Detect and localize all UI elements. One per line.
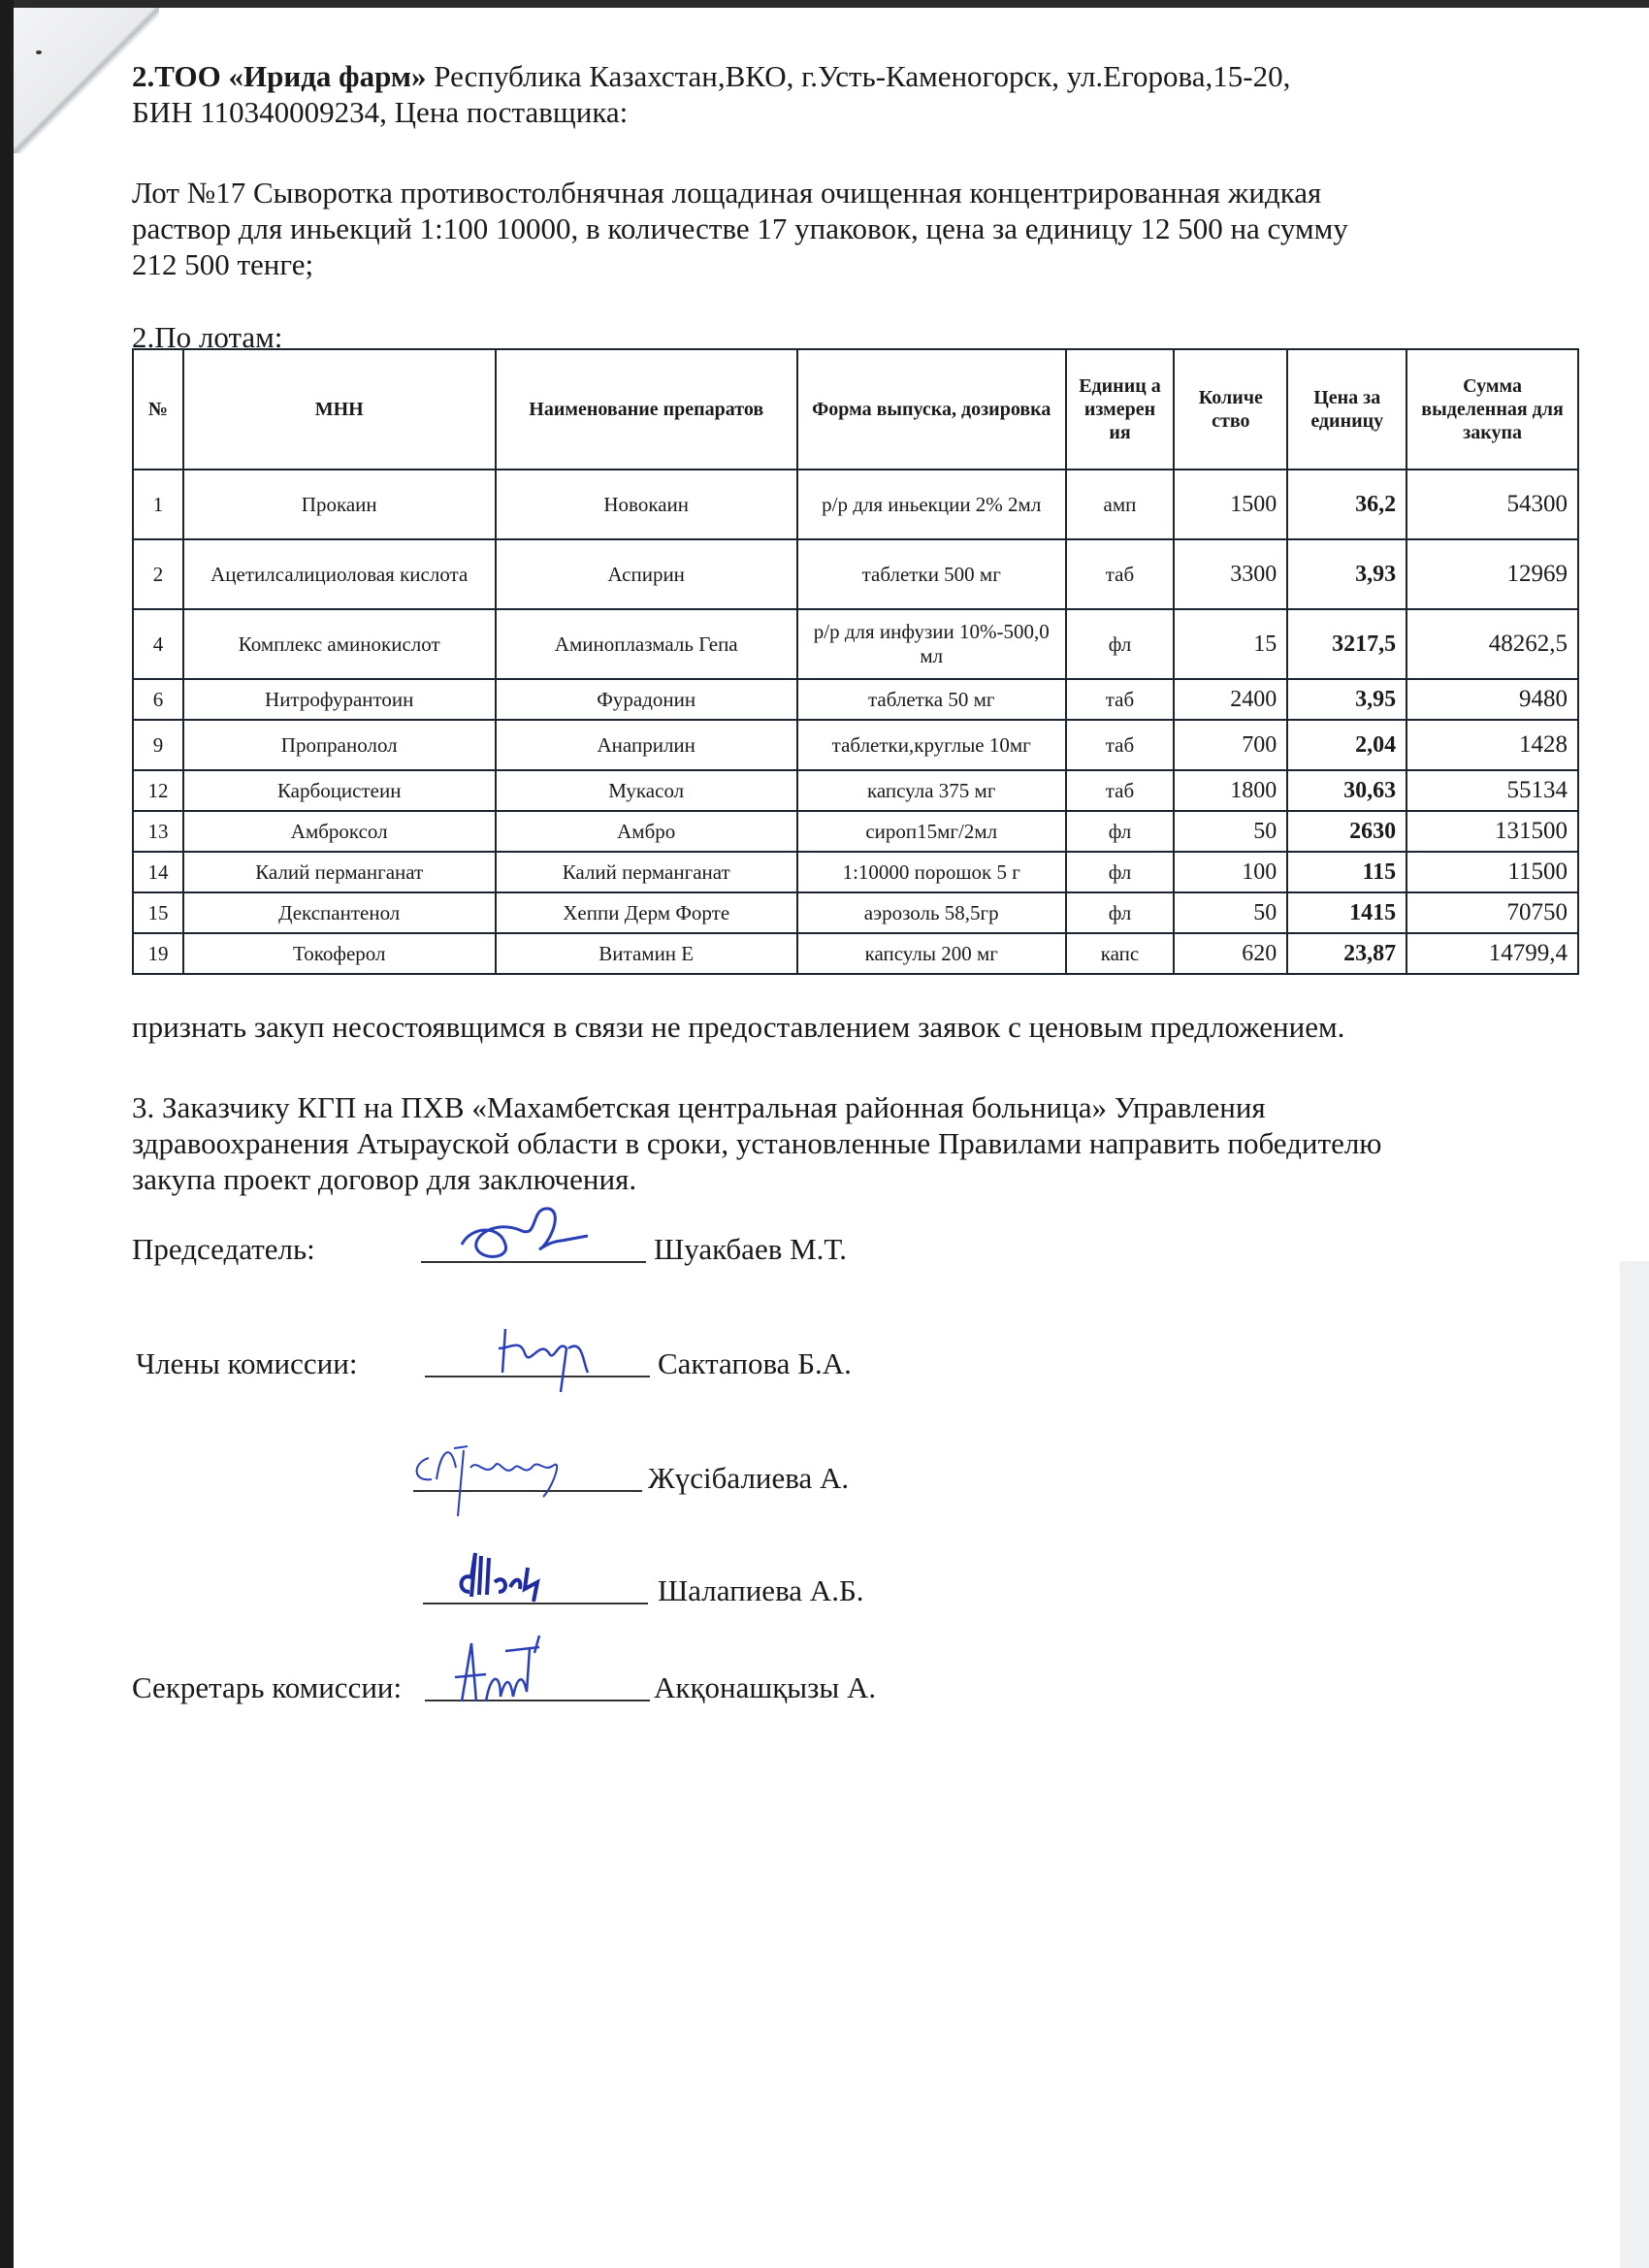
scan-border xyxy=(0,0,14,2268)
lot-line: Лот №17 Сыворотка противостолбнячная лощадиная очищенная концентрированная жидкая xyxy=(132,176,1322,210)
decision-text: признать закуп несостоявщимся в связи не предоставлением заявок с ценовым предложением. xyxy=(132,1010,1345,1044)
cell-mnn: Ацетилсалициоловая кислота xyxy=(183,539,496,609)
cell-form: р/р для иньекции 2% 2мл xyxy=(797,470,1066,539)
lots-heading: 2.По лотам: xyxy=(132,320,283,354)
table-row xyxy=(133,470,1578,539)
secretary-label: Секретарь комиссии: xyxy=(132,1670,403,1704)
table-row xyxy=(133,720,1578,770)
cell-sum: 11500 xyxy=(1406,852,1578,892)
secretary-name: Акқонашқызы А. xyxy=(654,1670,877,1704)
cell-unit: таб xyxy=(1066,539,1175,609)
chairman-name: Шуакбаев М.Т. xyxy=(654,1232,847,1266)
cell-unit: таб xyxy=(1066,679,1175,720)
cell-unit-price: 3217,5 xyxy=(1287,609,1406,679)
cell-quantity: 100 xyxy=(1174,852,1287,892)
scan-edge xyxy=(1620,1261,1649,2268)
cell-drug-name: Аспирин xyxy=(496,539,797,609)
member3-signature xyxy=(452,1548,549,1606)
item3-paragraph xyxy=(132,1089,1587,1197)
member1-name: Сактапова Б.А. xyxy=(658,1346,852,1380)
cell-form: таблетки 500 мг xyxy=(797,539,1066,609)
scan-speck xyxy=(36,50,42,54)
cell-mnn: Нитрофурантоин xyxy=(183,679,496,720)
signature-row-member1 xyxy=(132,1339,1490,1387)
supplier-address: Республика Казахстан,ВКО, г.Усть-Каменогорск, ул.Егорова,15-20, xyxy=(426,59,1291,93)
cell-number: 6 xyxy=(133,679,183,720)
cell-drug-name: Фурадонин xyxy=(496,679,797,720)
cell-sum: 70750 xyxy=(1406,892,1578,933)
signature-row-member3 xyxy=(132,1566,1490,1614)
cell-unit: фл xyxy=(1066,852,1175,892)
cell-unit-price: 115 xyxy=(1287,852,1406,892)
signature-row-chairman xyxy=(132,1224,1490,1273)
scan-border xyxy=(0,0,1649,8)
table-row xyxy=(133,609,1578,679)
cell-drug-name: Анаприлин xyxy=(496,720,797,770)
cell-quantity: 15 xyxy=(1174,609,1287,679)
cell-quantity: 50 xyxy=(1174,892,1287,933)
header-mnn: МНН xyxy=(183,349,496,470)
member3-name: Шалапиева А.Б. xyxy=(658,1573,864,1607)
cell-drug-name: Хеппи Дерм Форте xyxy=(496,892,797,933)
cell-drug-name: Амбро xyxy=(496,811,797,852)
table-row xyxy=(133,539,1578,609)
lot-paragraph xyxy=(132,175,1587,282)
cell-quantity: 1800 xyxy=(1174,770,1287,811)
cell-unit-price: 36,2 xyxy=(1287,470,1406,539)
supplier-bin: БИН 110340009234, Цена поставщика: xyxy=(132,95,629,129)
cell-mnn: Амброксол xyxy=(183,811,496,852)
table-row xyxy=(133,892,1578,933)
item3-line: закупа проект договор для заключения. xyxy=(132,1162,637,1196)
cell-number: 1 xyxy=(133,470,183,539)
header-number: № xyxy=(133,349,183,470)
cell-sum: 14799,4 xyxy=(1406,933,1578,974)
cell-drug-name: Калий перманганат xyxy=(496,852,797,892)
cell-drug-name: Аминоплазмаль Гепа xyxy=(496,609,797,679)
cell-number: 4 xyxy=(133,609,183,679)
cell-number: 15 xyxy=(133,892,183,933)
cell-unit: фл xyxy=(1066,892,1175,933)
cell-form: таблетка 50 мг xyxy=(797,679,1066,720)
cell-quantity: 620 xyxy=(1174,933,1287,974)
members-label: Члены комиссии: xyxy=(136,1346,358,1380)
cell-form: капсулы 200 мг xyxy=(797,933,1066,974)
cell-unit: капс xyxy=(1066,933,1175,974)
secretary-signature xyxy=(447,1634,564,1711)
cell-unit: таб xyxy=(1066,770,1175,811)
cell-form: сироп15мг/2мл xyxy=(797,811,1066,852)
cell-drug-name: Новокаин xyxy=(496,470,797,539)
cell-number: 14 xyxy=(133,852,183,892)
cell-sum: 131500 xyxy=(1406,811,1578,852)
cell-quantity: 2400 xyxy=(1174,679,1287,720)
cell-unit-price: 2630 xyxy=(1287,811,1406,852)
cell-number: 9 xyxy=(133,720,183,770)
table-header-row xyxy=(133,349,1578,470)
cell-sum: 1428 xyxy=(1406,720,1578,770)
cell-sum: 48262,5 xyxy=(1406,609,1578,679)
lot-line: 212 500 тенге; xyxy=(132,247,314,281)
conclusion-section xyxy=(132,1009,1587,1197)
supplier-name: 2.ТОО «Ирида фарм» xyxy=(132,59,427,93)
table-row xyxy=(133,679,1578,720)
cell-unit-price: 3,93 xyxy=(1287,539,1406,609)
cell-quantity: 700 xyxy=(1174,720,1287,770)
header-drug-name: Наименование препаратов xyxy=(496,349,797,470)
cell-unit-price: 2,04 xyxy=(1287,720,1406,770)
item3-line: 3. Заказчику КГП на ПХВ «Махамбетская центральная районная больница» Управления xyxy=(132,1090,1266,1124)
cell-number: 12 xyxy=(133,770,183,811)
cell-unit: таб xyxy=(1066,720,1175,770)
cell-mnn: Пропранолол xyxy=(183,720,496,770)
cell-mnn: Декспантенол xyxy=(183,892,496,933)
header-quantity: Количе ство xyxy=(1174,349,1287,470)
cell-number: 19 xyxy=(133,933,183,974)
member1-signature xyxy=(491,1319,598,1397)
cell-drug-name: Мукасол xyxy=(496,770,797,811)
cell-mnn: Карбоцистеин xyxy=(183,770,496,811)
cell-form: таблетки,круглые 10мг xyxy=(797,720,1066,770)
cell-unit: фл xyxy=(1066,811,1175,852)
cell-mnn: Прокаин xyxy=(183,470,496,539)
cell-form: р/р для инфузии 10%-500,0 мл xyxy=(797,609,1066,679)
cell-quantity: 3300 xyxy=(1174,539,1287,609)
chairman-signature xyxy=(452,1201,598,1269)
cell-unit-price: 1415 xyxy=(1287,892,1406,933)
cell-sum: 54300 xyxy=(1406,470,1578,539)
table-row xyxy=(133,770,1578,811)
cell-sum: 9480 xyxy=(1406,679,1578,720)
cell-drug-name: Витамин Е xyxy=(496,933,797,974)
supplier-paragraph xyxy=(132,58,1587,130)
header-sum: Сумма выделенная для закупа xyxy=(1406,349,1578,470)
document-body xyxy=(132,50,1587,355)
table-body xyxy=(133,470,1578,974)
cell-quantity: 1500 xyxy=(1174,470,1287,539)
header-form: Форма выпуска, дозировка xyxy=(797,349,1066,470)
cell-number: 2 xyxy=(133,539,183,609)
cell-mnn: Калий перманганат xyxy=(183,852,496,892)
member2-name: Жүсібалиева А. xyxy=(648,1461,850,1495)
cell-unit-price: 30,63 xyxy=(1287,770,1406,811)
signature-row-secretary xyxy=(132,1663,1490,1711)
cell-unit-price: 23,87 xyxy=(1287,933,1406,974)
cell-form: 1:10000 порошок 5 г xyxy=(797,852,1066,892)
cell-quantity: 50 xyxy=(1174,811,1287,852)
lot-line: раствор для иньекций 1:100 10000, в количестве 17 упаковок, цена за единицу 12 500 на сумму xyxy=(132,211,1348,245)
cell-unit: фл xyxy=(1066,609,1175,679)
table-row xyxy=(133,933,1578,974)
member2-signature xyxy=(407,1429,572,1521)
header-unit: Единиц а измерен ия xyxy=(1066,349,1175,470)
item3-line: здравоохранения Атырауской области в сроки, установленные Правилами направить победителю xyxy=(132,1126,1382,1160)
table-row xyxy=(133,852,1578,892)
cell-mnn: Токоферол xyxy=(183,933,496,974)
cell-unit-price: 3,95 xyxy=(1287,679,1406,720)
table-row xyxy=(133,811,1578,852)
signature-row-member2 xyxy=(132,1453,1490,1502)
cell-form: капсула 375 мг xyxy=(797,770,1066,811)
cell-form: аэрозоль 58,5гр xyxy=(797,892,1066,933)
header-unit-price: Цена за единицу xyxy=(1287,349,1406,470)
cell-number: 13 xyxy=(133,811,183,852)
cell-unit: амп xyxy=(1066,470,1175,539)
cell-mnn: Комплекс аминокислот xyxy=(183,609,496,679)
chairman-label: Председатель: xyxy=(132,1232,315,1266)
cell-sum: 55134 xyxy=(1406,770,1578,811)
lots-table xyxy=(132,348,1579,975)
cell-sum: 12969 xyxy=(1406,539,1578,609)
